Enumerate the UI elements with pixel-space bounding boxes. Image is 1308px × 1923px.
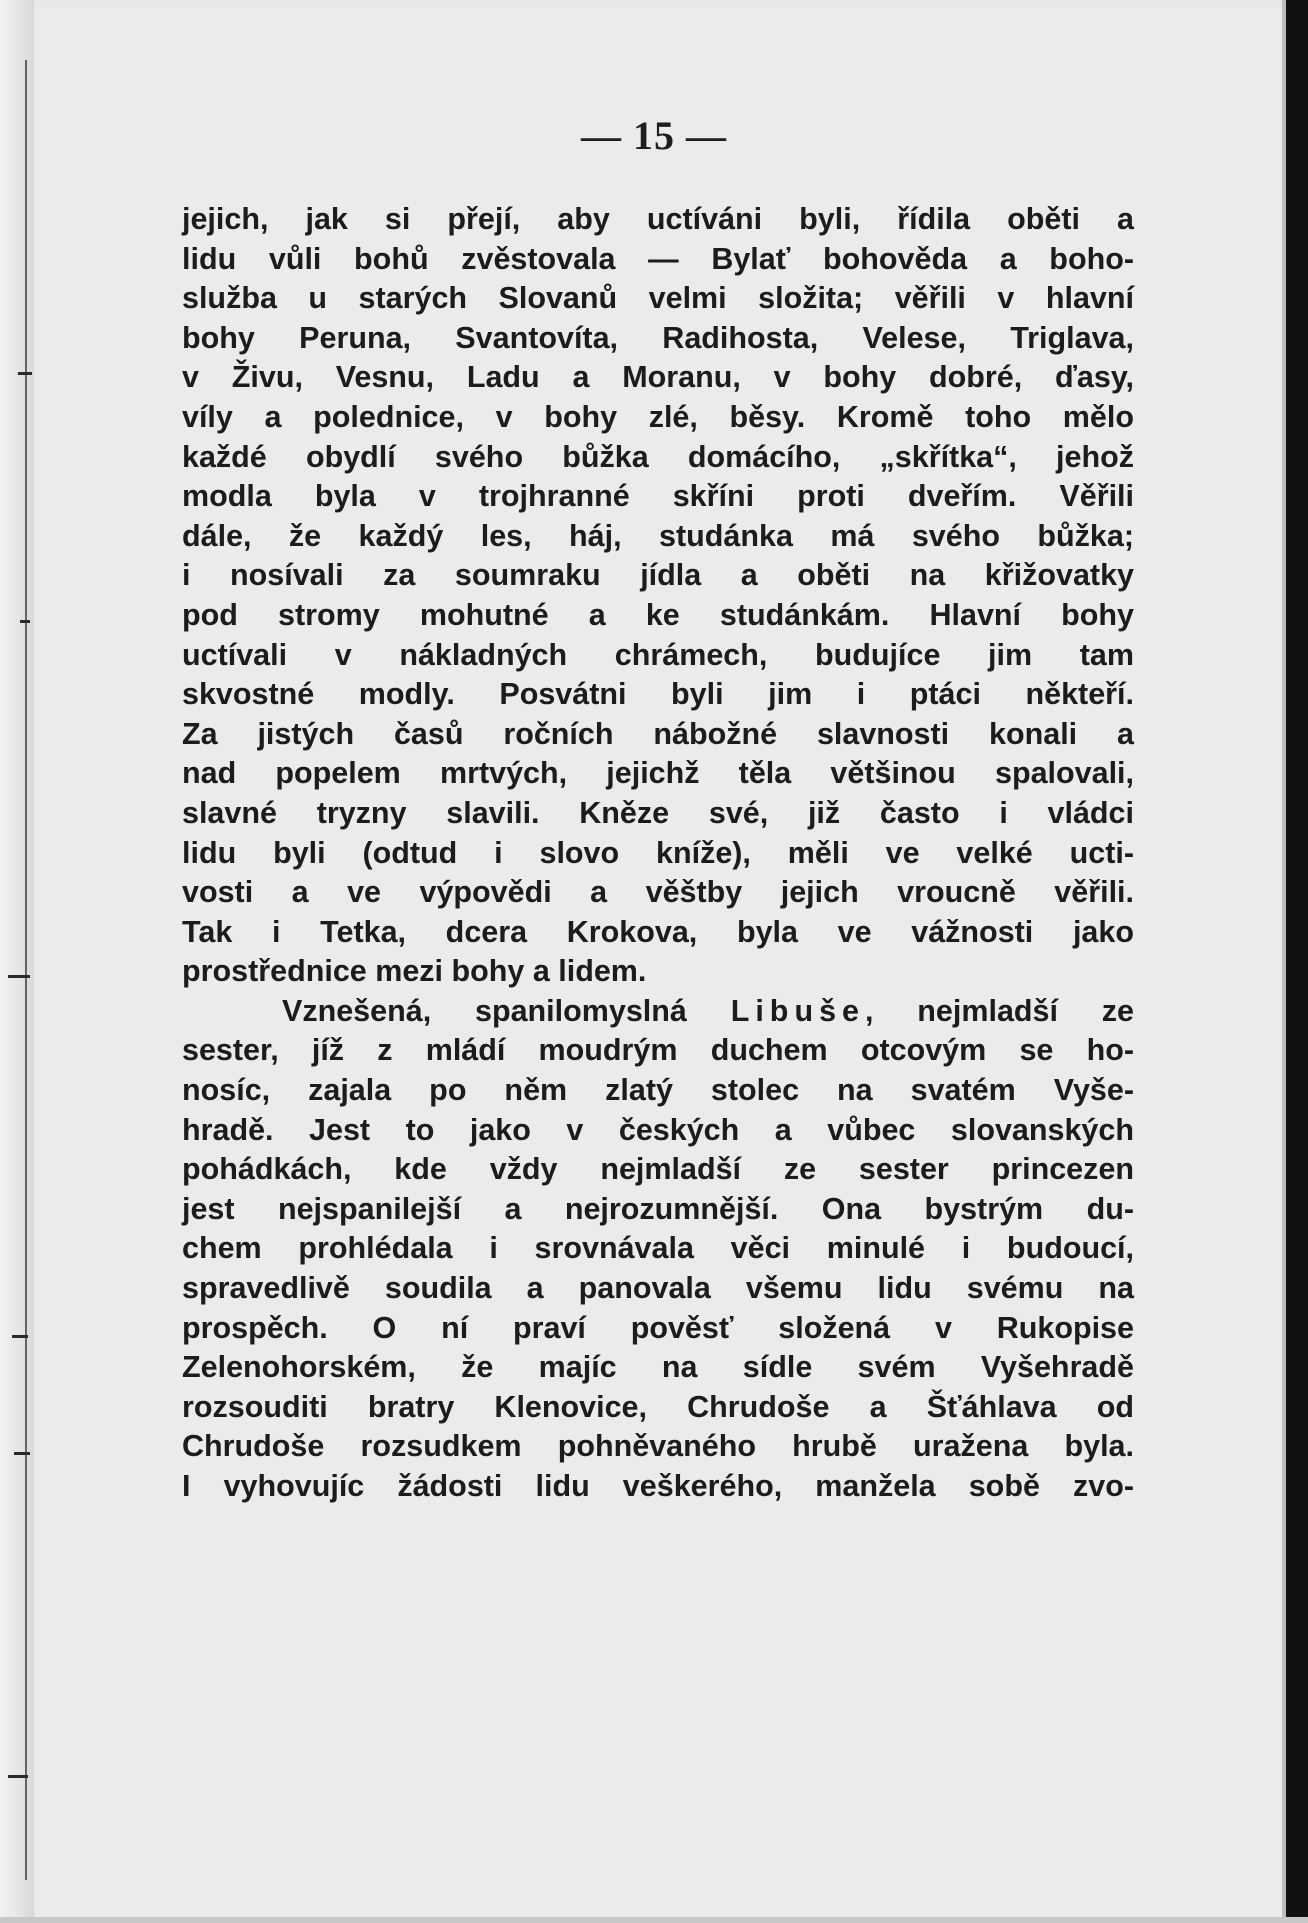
name-libuse: Libuše	[730, 993, 865, 1028]
text-line: Zelenohorském, že majíc na sídle svém Vyšehradě	[182, 1350, 1134, 1385]
binding-mark	[12, 1335, 28, 1338]
text-line: nad popelem mrtvých, jejichž těla většinou spalovali,	[182, 756, 1134, 791]
page-number: — 15 —	[581, 113, 727, 158]
text-line: každé obydlí svého bůžka domácího, „skřítka“, jehož	[182, 439, 1134, 474]
text-line: lidu byli (odtud i slovo kníže), měli ve velké ucti-	[182, 835, 1134, 870]
text-line: hradě. Jest to jako v českých a vůbec slovanských	[182, 1112, 1134, 1147]
text-line: nosíc, zajala po něm zlatý stolec na svatém Vyše-	[182, 1073, 1134, 1108]
paragraph-first-line	[182, 992, 1134, 1032]
binding-mark	[20, 620, 30, 623]
text-line: jejich, jak si přejí, aby uctíváni byli, řídila oběti a	[182, 202, 1134, 236]
text-line: slavné tryzny slavili. Kněze své, již často i vládci	[182, 795, 1134, 830]
text-line: dále, že každý les, háj, studánka má svého bůžka;	[182, 518, 1134, 553]
text-line: chem prohlédala i srovnávala věci minulé i budoucí,	[182, 1231, 1134, 1266]
text-line: Za jistých časů ročních nábožné slavnosti konali a	[182, 716, 1134, 751]
binding-mark	[8, 1775, 28, 1778]
text-line: Tak i Tetka, dcera Krokova, byla ve vážnosti jako	[182, 914, 1134, 949]
text-line: pohádkách, kde vždy nejmladší ze sester princezen	[182, 1152, 1134, 1187]
text-line: spravedlivě soudila a panovala všemu lidu svému na	[182, 1271, 1134, 1306]
text-line: uctívali v nákladných chrámech, budujíce jim tam	[182, 637, 1134, 672]
binding-line	[25, 60, 27, 1880]
text-line: víly a polednice, v bohy zlé, běsy. Kromě toho mělo	[182, 399, 1134, 434]
text-line: i nosívali za soumraku jídla a oběti na křižovatky	[182, 558, 1134, 593]
text-line: skvostné modly. Posvátni byli jim i ptáci někteří.	[182, 677, 1134, 712]
page-right-edge	[1286, 0, 1308, 1923]
text-line: prospěch. O ní praví pověsť složená v Rukopise	[182, 1310, 1134, 1345]
binding-mark	[8, 975, 30, 978]
para2-lead-end: , nejmladší ze	[865, 993, 1135, 1028]
page-top-edge	[0, 0, 1308, 8]
text-line: jest nejspanilejší a nejrozumnější. Ona bystrým du-	[182, 1191, 1134, 1226]
binding-mark	[14, 1452, 30, 1455]
text-line: vosti a ve výpovědi a věštby jejich vroucně věřili.	[182, 875, 1134, 910]
binding-mark	[18, 372, 32, 375]
text-line: v Živu, Vesnu, Ladu a Moranu, v bohy dobré, ďasy,	[182, 360, 1134, 395]
text-line: prostřednice mezi bohy a lidem.	[182, 954, 647, 989]
text-line: I vyhovujíc žádosti lidu veškerého, manžela sobě zvo-	[182, 1469, 1134, 1503]
text-line: bohy Peruna, Svantovíta, Radihosta, Velese, Triglava,	[182, 320, 1134, 355]
text-line: rozsouditi bratry Klenovice, Chrudoše a Šťáhlava od	[182, 1389, 1134, 1424]
page-binding-margin	[0, 0, 34, 1923]
text-line: Chrudoše rozsudkem pohněvaného hrubě uražena byla.	[182, 1429, 1134, 1464]
para2-lead: Vznešená, spanilomyslná	[282, 993, 687, 1028]
text-line: pod stromy mohutné a ke studánkám. Hlavní bohy	[182, 597, 1134, 632]
page-bottom-edge	[0, 1917, 1308, 1923]
text-line: sester, jíž z mládí moudrým duchem otcovým se ho-	[182, 1033, 1134, 1068]
text-line: modla byla v trojhranné skříni proti dveřím. Věřili	[182, 479, 1134, 514]
text-line: služba u starých Slovanů velmi složita; věřili v hlavní	[182, 281, 1134, 316]
text-line: lidu vůli bohů zvěstovala — Bylať bohověda a boho-	[182, 241, 1134, 276]
body-text	[182, 200, 1134, 1507]
